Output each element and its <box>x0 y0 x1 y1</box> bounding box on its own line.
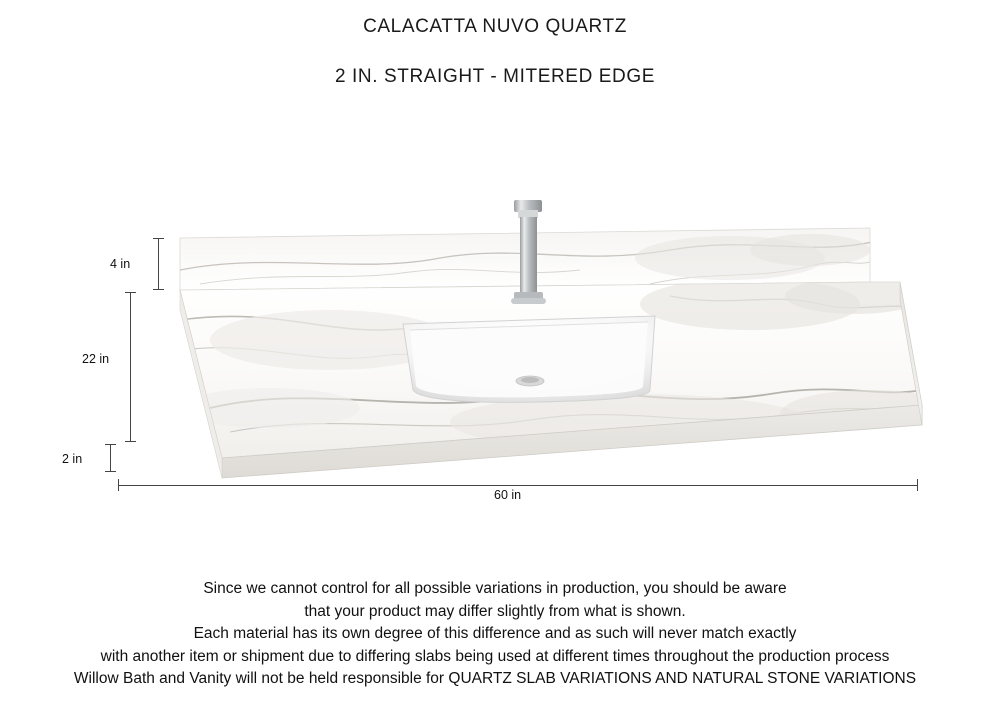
dim-label-width: 60 in <box>494 488 522 502</box>
tick <box>118 479 119 491</box>
disclaimer-line-1: Since we cannot control for all possible variations in production, you should be aware <box>203 580 787 597</box>
disclaimer-line-3: Each material has its own degree of this difference and as such will never match exactly <box>193 625 797 642</box>
page-title: CALACATTA NUVO QUARTZ <box>363 16 627 37</box>
undermount-sink <box>403 316 655 402</box>
title-block <box>0 16 990 88</box>
dim-label-depth: 22 in <box>82 352 110 366</box>
disclaimer-line-2: that your product may differ slightly from what is shown. <box>304 602 686 620</box>
dim-line-width <box>118 485 918 486</box>
tick <box>917 479 918 491</box>
dim-label-backsplash: 4 in <box>110 257 131 271</box>
product-illustration <box>62 200 930 502</box>
dim-line-edge <box>110 444 111 472</box>
disclaimer-line-4: with another item or shipment due to differing slabs being used at different times throughout the production process <box>100 647 890 665</box>
tick <box>105 471 116 472</box>
tick <box>153 238 164 239</box>
disclaimer-line-5: Willow Bath and Vanity will not be held responsible for QUARTZ SLAB VARIATIONS AND NATURAL STONE VARIATIONS <box>73 670 917 687</box>
page-subtitle: 2 IN. STRAIGHT - MITERED EDGE <box>334 66 656 87</box>
tick <box>153 289 164 290</box>
countertop-drawing <box>110 200 930 500</box>
tick <box>105 444 116 445</box>
dim-line-backsplash <box>158 238 159 290</box>
disclaimer-block <box>0 578 990 691</box>
tick <box>125 292 136 293</box>
dim-label-edge: 2 in <box>62 452 83 466</box>
dim-line-depth <box>130 292 131 442</box>
tick <box>125 441 136 442</box>
